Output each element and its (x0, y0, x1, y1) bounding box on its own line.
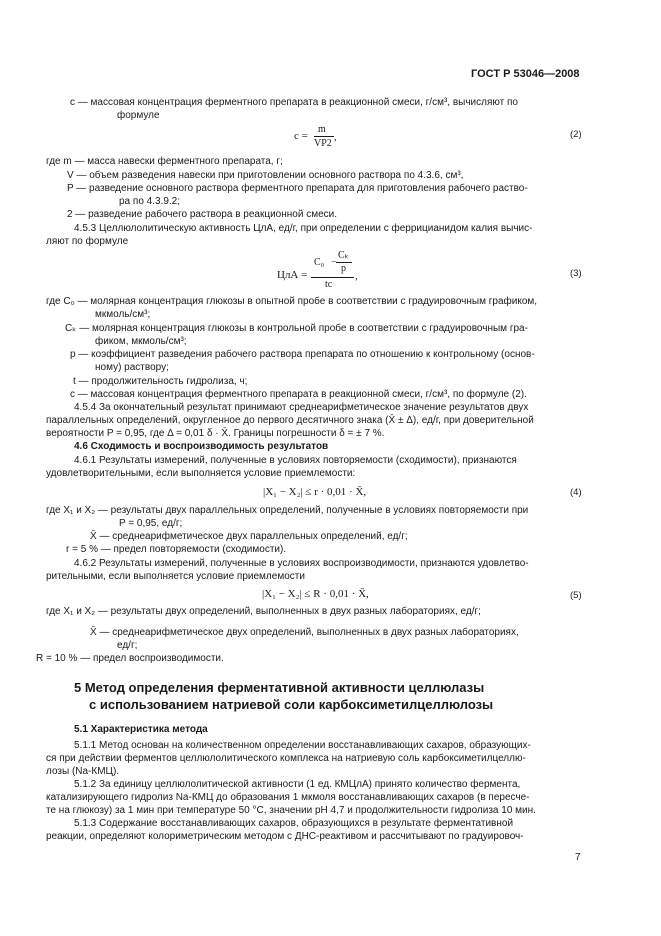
text-line: где С₀ — молярная концентрация глюкозы в опытной пробе в соответствии с градуировочным графиком, (46, 296, 538, 307)
text-line: ра по 4.3.9.2; (119, 196, 181, 207)
document-page: ГОСТ Р 53046—2008 с — массовая концентрация ферментного препарата в реакционной смеси, г/см³, вычисляют по формуле c = m VP2 , (2) где m — масса навески ферментного препарата, г; V — объем разведения навески при приготовлении основного раствора по 4.3.6, см³, P — разведение основного раствора ферментного препарата для приготовления рабочего раство- ра по 4.3.9.2; 2 — разведение рабочего раствора в реакционной смеси. 4.5.3 Целлюлолитическую активность ЦлА, ед/г, при определении с феррицианидом калия вычис- ляют по формуле ЦлА = C₀ − Cₖ p tc , (3) где С₀ — молярная концентрация глюкозы в опытной пробе в соответствии с градуировочным графиком, мкмоль/см³; Сₖ — молярная концентрация глюкозы в контрольной пробе в соответствии с градуировочным гра- фиком, мкмоль/см³; p — коэффициент разведения рабочего раствора препарата по отношению к контрольному (основ- ному) раствору; t — продолжительность гидролиза, ч; с — массовая концентрация ферментного препарата в реакционной смеси, г/см³, по формуле (2). 4.5.4 За окончательный результат принимают среднеарифметическое значение результатов двух параллельных определений, округленное до первого десятичного знака (X̄ ± Δ), ед/г, при доверительной вероятности P = 0,95, где Δ = 0,01 δ · X̄. Границы погрешности δ = ± 7 %. 4.6 Сходимость и воспроизводимость результатов 4.6.1 Результаты измерений, полученные в условиях повторяемости (сходимости), признаются удовлетворительными, если выполняется условие приемлемости: |X₁ − X₂| ≤ r · 0,01 · X̄, (4) где X₁ и X₂ — результаты двух параллельных определений, полученные в условиях повторяемости при P = 0,95, ед/г; X̄ — среднеарифметическое двух параллельных определений, ед/г; r = 5 % — предел повторяемости (сходимости). 4.6.2 Результаты измерений, полученные в условиях воспроизводимости, признаются удовлетво- рительными, если выполняется условие приемлемости |X₁ − X₂| ≤ R · 0,01 · X̄, (5) где X₁ и X₂ — результаты двух определений, выполненных в двух разных лабораториях, ед/г; X̄ — среднеарифметическое двух определений, выполненных в двух разных лабораториях, ед/г; R = 10 % — предел воспроизводимости. 5 Метод определения ферментативной активности целлюлазы с использованием натриевой соли карбоксиметилцеллюлозы 5.1 Характеристика метода 5.1.1 Метод основан на количественном определении восстанавливающих сахаров, образующих- ся при действии ферментов целлюлолитического комплекса на натриевую соль карбоксиметилцеллю- лозы (Na-КМЦ). 5.1.2 За единицу целлюлолитической активности (1 ед. КМЦлА) принято количество фермента, катализирующего гидролиз Na-КМЦ до образования 1 мкмоля восстанавливающих сахаров (в пересче- те на глюкозу) за 1 мин при температуре 50 °С, значении pH 4,7 и продолжительности гидролиза 10 мин. 5.1.3 Содержание восстанавливающих сахаров, образующихся в результате ферментативной реакции, определяют колориметрическим методом с ДНС-реактивом и рассчитывают по градуировоч- 7 (36, 68, 582, 863)
text-line: Сₖ — молярная концентрация глюкозы в контрольной пробе в соответствии с градуировочным гра- (65, 323, 528, 334)
text-line: где X₁ и X₂ — результаты двух параллельных определений, полученные в условиях повторяемости при (46, 505, 529, 516)
text-line: где X₁ и X₂ — результаты двух определений, выполненных в двух разных лабораториях, ед/г; (46, 606, 481, 617)
text-line: 4.6.1 Результаты измерений, полученные в условиях повторяемости (сходимости), признаются (74, 455, 517, 466)
text-line: P — разведение основного раствора ферментного препарата для приготовления рабочего раство- (67, 183, 528, 194)
text-line: R = 10 % — предел воспроизводимости. (36, 653, 224, 664)
subsection-heading: 5.1 Характеристика метода (74, 724, 208, 735)
text-line: p — коэффициент разведения рабочего раствора препарата по отношению к контрольному (основ- (70, 349, 535, 360)
section-heading: с использованием натриевой соли карбоксиметилцеллюлозы (89, 697, 494, 712)
text-line: где m — масса навески ферментного препарата, г; (46, 156, 283, 167)
text-line: ся при действии ферментов целлюлолитического комплекса на натриевую соль карбоксиметилцеллю- (46, 753, 526, 764)
text-line: реакции, определяют колориметрическим методом с ДНС-реактивом и рассчитывают по градуировоч- (46, 831, 524, 842)
text-line: катализирующего гидролиз Na-КМЦ до образования 1 мкмоля восстанавливающих сахаров (в пересче- (46, 792, 530, 803)
text-line: 5.1.3 Содержание восстанавливающих сахаров, образующихся в результате ферментативной (74, 818, 514, 829)
text-line: формуле (117, 110, 160, 121)
text-line: 5.1.1 Метод основан на количественном определении восстанавливающих сахаров, образующих- (74, 740, 531, 751)
text-line: параллельных определений, округленное до первого десятичного знака (X̄ ± Δ), ед/г, при доверительной (46, 415, 534, 426)
text-line: X̄ — среднеарифметическое двух параллельных определений, ед/г; (90, 531, 408, 542)
subsection-heading: 4.6 Сходимость и воспроизводимость результатов (74, 441, 329, 452)
text-line: r = 5 % — предел повторяемости (сходимости). (66, 544, 287, 555)
text-line: 5.1.2 За единицу целлюлолитической активности (1 ед. КМЦлА) принято количество фермента, (74, 779, 521, 790)
text-line: с — массовая концентрация ферментного препарата в реакционной смеси, г/см³, по формуле (2). (70, 389, 527, 400)
page-number: 7 (575, 852, 581, 863)
standard-header: ГОСТ Р 53046—2008 (471, 68, 580, 80)
text-line: ному) раствору; (95, 362, 169, 373)
text-line: фиком, мкмоль/см³; (95, 336, 187, 347)
section-heading: 5 Метод определения ферментативной активности целлюлазы (74, 680, 485, 695)
text-line: 2 — разведение рабочего раствора в реакционной смеси. (67, 209, 337, 220)
text-line: 4.6.2 Результаты измерений, полученные в условиях воспроизводимости, признаются удовлетво- (74, 558, 529, 569)
text-line: те на глюкозу) за 1 мин при температуре 50 °С, значении pH 4,7 и продолжительности гидролиза 10 мин. (46, 805, 536, 816)
text-line: вероятности P = 0,95, где Δ = 0,01 δ · X̄. Границы погрешности δ = ± 7 %. (46, 428, 385, 439)
text-line: удовлетворительными, если выполняется условие приемлемости: (46, 468, 356, 479)
text-line: мкмоль/см³; (95, 309, 151, 320)
text-line: 4.5.4 За окончательный результат принимают среднеарифметическое значение результатов двух (74, 402, 529, 413)
text-line: рительными, если выполняется условие приемлемости (46, 571, 305, 582)
text-line: лозы (Na-КМЦ). (46, 766, 120, 777)
text-line: P = 0,95, ед/г; (119, 518, 183, 529)
text-line: t — продолжительность гидролиза, ч; (73, 376, 248, 387)
text-line: X̄ — среднеарифметическое двух определений, выполненных в двух разных лабораториях, (90, 627, 519, 638)
text-line: ед/г; (117, 640, 138, 651)
text-line: 4.5.3 Целлюлолитическую активность ЦлА, ед/г, при определении с феррицианидом калия вычис- (74, 223, 533, 234)
text-line: ляют по формуле (46, 236, 129, 247)
text-line: с — массовая концентрация ферментного препарата в реакционной смеси, г/см³, вычисляют по (70, 97, 518, 108)
text-line: V — объем разведения навески при приготовлении основного раствора по 4.3.6, см³, (67, 170, 464, 181)
